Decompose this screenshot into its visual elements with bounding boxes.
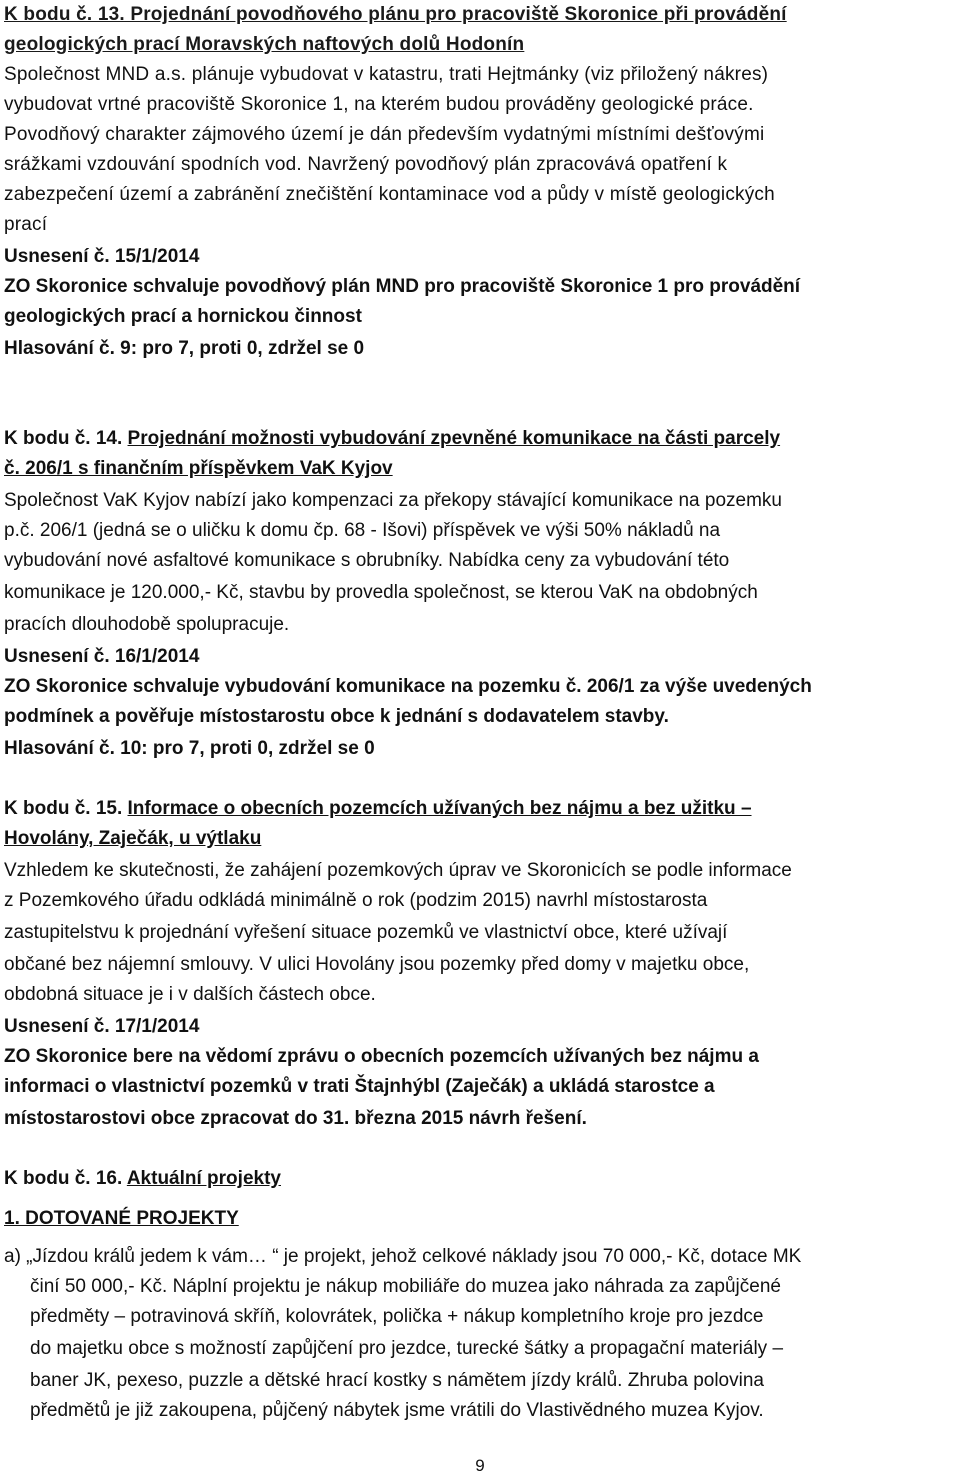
section-16-body-line: baner JK, pexeso, puzzle a dětské hrací kostky s námětem jízdy králů. Zhruba polovina xyxy=(30,1370,764,1391)
section-15-title: Informace o obecních pozemcích užívaných bez nájmu a bez užitku – xyxy=(127,798,752,819)
section-15-body-line: obdobná situace je i v dalších částech obce. xyxy=(4,984,376,1005)
section-15-body-line: občané bez nájemní smlouvy. V ulici Hovolány jsou pozemky před domy v majetku obce, xyxy=(4,954,750,975)
section-14-body-line: p.č. 206/1 (jedná se o uličku k domu čp. 68 - Išovi) příspěvek ve výši 50% nákladů na xyxy=(4,520,721,541)
section-16-body-line: do majetku obce s možností zapůjčení pro jezdce, turecké šátky a propagační materiály – xyxy=(30,1338,784,1359)
section-15-body-line: zastupitelstvu k projednání vyřešení situace pozemků ve vlastnictví obce, které užívají xyxy=(4,922,728,943)
resolution-16-text: ZO Skoronice schvaluje vybudování komunikace na pozemku č. 206/1 za výše uvedených xyxy=(4,676,812,697)
section-15-heading-cont: Hovolány, Zaječák, u výtlaku xyxy=(4,828,262,849)
section-13-body-line: vybudovat vrtné pracoviště Skoronice 1, na kterém budou prováděny geologické práce. xyxy=(4,94,754,115)
section-14-title: Projednání možnosti vybudování zpevněné komunikace na části parcely xyxy=(127,428,781,449)
section-15-body-line: z Pozemkového úřadu odkládá minimálně o rok (podzim 2015) navrhl místostarosta xyxy=(4,890,708,911)
section-16-body-line: předmětů je již zakoupena, půjčený nábytek jsme vrátili do Vlastivědného muzea Kyjov. xyxy=(30,1400,764,1421)
section-14-body-line: vybudování nové asfaltové komunikace s obrubníky. Nabídka ceny za vybudování této xyxy=(4,550,730,571)
section-14-heading-cont: č. 206/1 s finančním příspěvkem VaK Kyjov xyxy=(4,458,393,479)
resolution-16-label: Usnesení č. 16/1/2014 xyxy=(4,646,200,667)
resolution-17-text: informaci o vlastnictví pozemků v trati Štajnhýbl (Zaječák) a ukládá starostce a xyxy=(4,1076,715,1097)
resolution-17-label: Usnesení č. 17/1/2014 xyxy=(4,1016,200,1037)
section-14-body-line: Společnost VaK Kyjov nabízí jako kompenzaci za překopy stávající komunikace na pozemku xyxy=(4,490,782,511)
section-13-heading: K bodu č. 13. Projednání povodňového plánu pro pracoviště Skoronice při provádění xyxy=(4,4,787,25)
resolution-17-text: ZO Skoronice bere na vědomí zprávu o obecních pozemcích užívaných bez nájmu a xyxy=(4,1046,759,1067)
vote-10: Hlasování č. 10: pro 7, proti 0, zdržel se 0 xyxy=(4,738,375,759)
section-16-title: Aktuální projekty xyxy=(126,1168,281,1189)
section-13-body-line: srážkami vzdouvání spodních vod. Navržený povodňový plán zpracovává opatření k xyxy=(4,154,728,175)
section-16-body-line: činí 50 000,- Kč. Náplní projektu je nákup mobiliáře do muzea jako náhrada za zapůjčené xyxy=(30,1276,781,1297)
section-15-heading xyxy=(4,794,752,824)
section-16-body-line: předměty – potravinová skříň, kolovrátek, polička + nákup kompletního kroje pro jezdce xyxy=(30,1306,764,1327)
section-16-heading xyxy=(4,1164,281,1194)
section-14-body-line: komunikace je 120.000,- Kč, stavbu by provedla společnost, se kterou VaK na obdobných xyxy=(4,582,758,603)
section-13-heading-cont: geologických prací Moravských naftových dolů Hodonín xyxy=(4,34,525,55)
section-14-number: K bodu č. 14. xyxy=(4,428,128,449)
section-14-heading xyxy=(4,424,780,454)
resolution-15-text: geologických prací a hornickou činnost xyxy=(4,306,362,327)
subheading-dotovane-projekty: 1. DOTOVANÉ PROJEKTY xyxy=(4,1208,239,1229)
section-13-body-line: Povodňový charakter zájmového území je dán především vydatnými místními dešťovými xyxy=(4,124,765,145)
section-13-body-line: Společnost MND a.s. plánuje vybudovat v katastru, trati Hejtmánky (viz přiložený nákres) xyxy=(4,64,769,85)
resolution-17-text: místostarostovi obce zpracovat do 31. března 2015 návrh řešení. xyxy=(4,1108,587,1129)
vote-9: Hlasování č. 9: pro 7, proti 0, zdržel se 0 xyxy=(4,338,365,359)
resolution-15-text: ZO Skoronice schvaluje povodňový plán MND pro pracoviště Skoronice 1 pro provádění xyxy=(4,276,801,297)
section-15-body-line: Vzhledem ke skutečnosti, že zahájení pozemkových úprav ve Skoronicích se podle informace xyxy=(4,860,792,881)
section-15-number: K bodu č. 15. xyxy=(4,798,128,819)
section-13-body-line: prací xyxy=(4,214,48,235)
section-16-body-line: a) „Jízdou králů jedem k vám… “ je projekt, jehož celkové náklady jsou 70 000,- Kč, dotace MK xyxy=(4,1246,802,1267)
resolution-16-text: podmínek a pověřuje místostarostu obce k jednání s dodavatelem stavby. xyxy=(4,706,669,727)
resolution-15-label: Usnesení č. 15/1/2014 xyxy=(4,246,200,267)
section-16-number: K bodu č. 16. xyxy=(4,1168,127,1189)
section-14-body-line: pracích dlouhodobě spolupracuje. xyxy=(4,614,290,635)
page-number: 9 xyxy=(475,1456,485,1475)
section-13-body-line: zabezpečení území a zabránění znečištění kontaminace vod a půdy v místě geologických xyxy=(4,184,775,205)
